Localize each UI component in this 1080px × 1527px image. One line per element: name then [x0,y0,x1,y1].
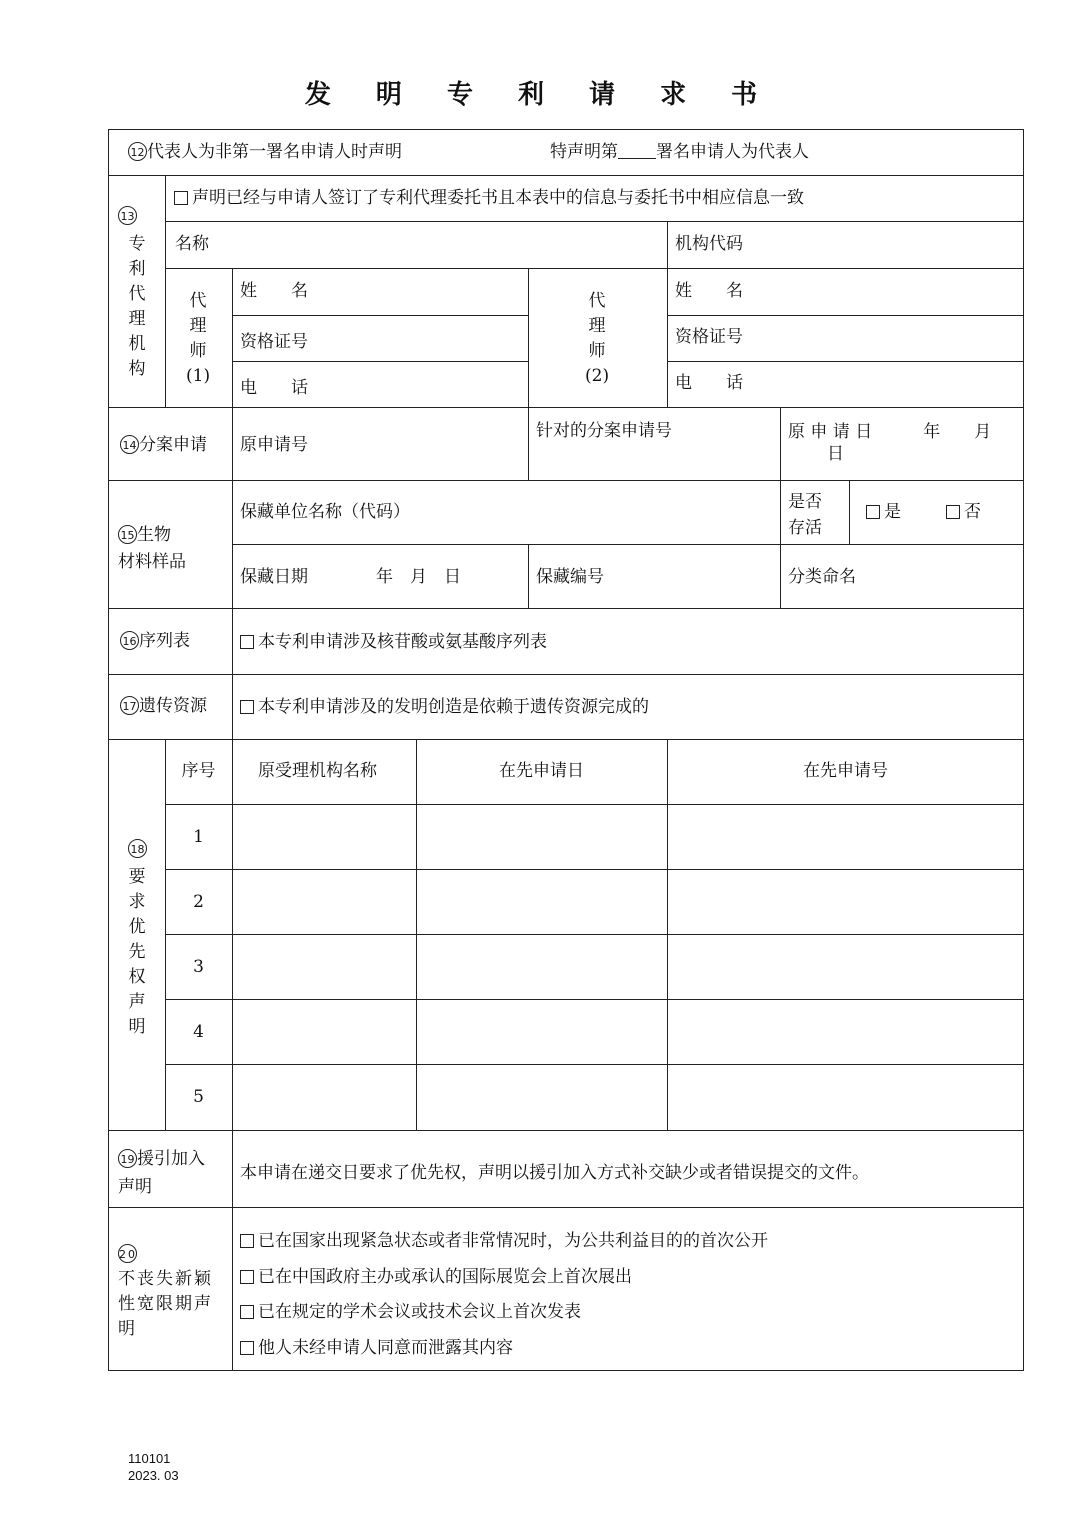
genetic-resource-checkbox[interactable] [240,700,254,714]
agent-1-cert-label: 资格证号 [240,332,308,352]
agent-2-cert-label: 资格证号 [675,327,743,347]
agent-2-name-label: 姓 名 [675,281,743,301]
original-application-number-label: 原申请号 [240,435,308,455]
deposit-unit-label: 保藏单位名称（代码） [240,502,410,522]
grace-option-text: 已在国家出现紧急状态或者非常情况时，为公共利益目的的首次公开 [258,1231,768,1251]
agency-agreement-checkbox[interactable] [174,191,188,205]
grace-conference-checkbox[interactable] [240,1305,254,1319]
priority-header-date: 在先申请日 [499,761,584,781]
form-footer [128,1450,179,1484]
form-version: 2023. 03 [128,1468,179,1483]
original-filing-date-label: 原 申 请 日 年 月 [788,422,992,442]
sequence-listing-checkbox[interactable] [240,635,254,649]
priority-row-number: 5 [193,1087,204,1107]
form-title: 发 明 专 利 请 求 书 [304,80,776,110]
sequence-listing-text: 本专利申请涉及核苷酸或氨基酸序列表 [258,632,547,652]
incorporation-by-reference-text: 本申请在递交日要求了优先权，声明以援引加入方式补交缺少或者错误提交的文件。 [240,1163,869,1183]
applicant-order-blank[interactable] [618,142,656,159]
agency-name-label: 名称 [175,234,209,254]
section-15-label: 15 生物 材料样品 [118,525,186,572]
representative-declaration: 特声明第 署名申请人为代表人 [550,142,809,162]
agent-2-side-label: 代 理 师 (2) [585,291,610,386]
grace-emergency-checkbox[interactable] [240,1234,254,1248]
section-12-label: 12 代表人为非第一署名申请人时声明 [128,142,402,162]
agency-agreement-text: 声明已经与申请人签订了专利代理委托书且本表中的信息与委托书中相应信息一致 [192,188,804,208]
taxonomic-name-label: 分类命名 [788,567,856,587]
form-code: 110101 [128,1451,171,1466]
deposit-number-label: 保藏编号 [536,567,604,587]
divisional-target-number-label: 针对的分案申请号 [536,421,672,441]
priority-row-number: 2 [193,892,204,912]
viability-label: 是否 存活 [788,492,822,538]
alive-no-checkbox[interactable] [946,505,960,519]
section-17-label: 17 遗传资源 [120,696,207,716]
original-filing-date-day: 日 [827,444,844,464]
grace-option-text: 已在中国政府主办或承认的国际展览会上首次展出 [258,1267,632,1287]
section-number: 12 [128,142,147,161]
grace-exhibition-checkbox[interactable] [240,1270,254,1284]
grace-disclosure-checkbox[interactable] [240,1341,254,1355]
priority-header-number: 序号 [181,761,216,781]
agent-2-phone-label: 电 话 [675,373,743,393]
priority-header-app-number: 在先申请号 [803,761,888,781]
section-13-side-label: 专 利 代 理 机 构 [128,234,146,379]
section-18-side-label: 要 求 优 先 权 声 明 [128,867,146,1037]
section-number: 18 [128,839,147,858]
priority-row-number: 3 [193,957,204,977]
agent-1-side-label: 代 理 师 (1) [186,291,211,386]
section-number: 13 [118,206,137,225]
agent-1-name-label: 姓 名 [240,281,308,301]
grace-option-text: 他人未经申请人同意而泄露其内容 [258,1338,513,1358]
agency-code-label: 机构代码 [675,234,743,254]
genetic-resource-text: 本专利申请涉及的发明创造是依赖于遗传资源完成的 [258,697,649,717]
section-16-label: 16 序列表 [120,631,190,651]
priority-row-number: 1 [193,827,204,847]
alive-yes-checkbox[interactable] [866,505,880,519]
section-19-label: 19 援引加入 声明 [118,1149,205,1197]
priority-header-office: 原受理机构名称 [258,761,377,781]
deposit-date-label: 保藏日期 年 月 日 [240,567,461,587]
grace-option-text: 已在规定的学术会议或技术会议上首次发表 [258,1302,581,1322]
section-14-label: 14 分案申请 [120,435,207,455]
agent-1-phone-label: 电 话 [240,378,308,398]
priority-row-number: 4 [193,1022,204,1042]
section-20-label: 20 不丧失新颖 性宽限期声 明 [118,1242,213,1342]
